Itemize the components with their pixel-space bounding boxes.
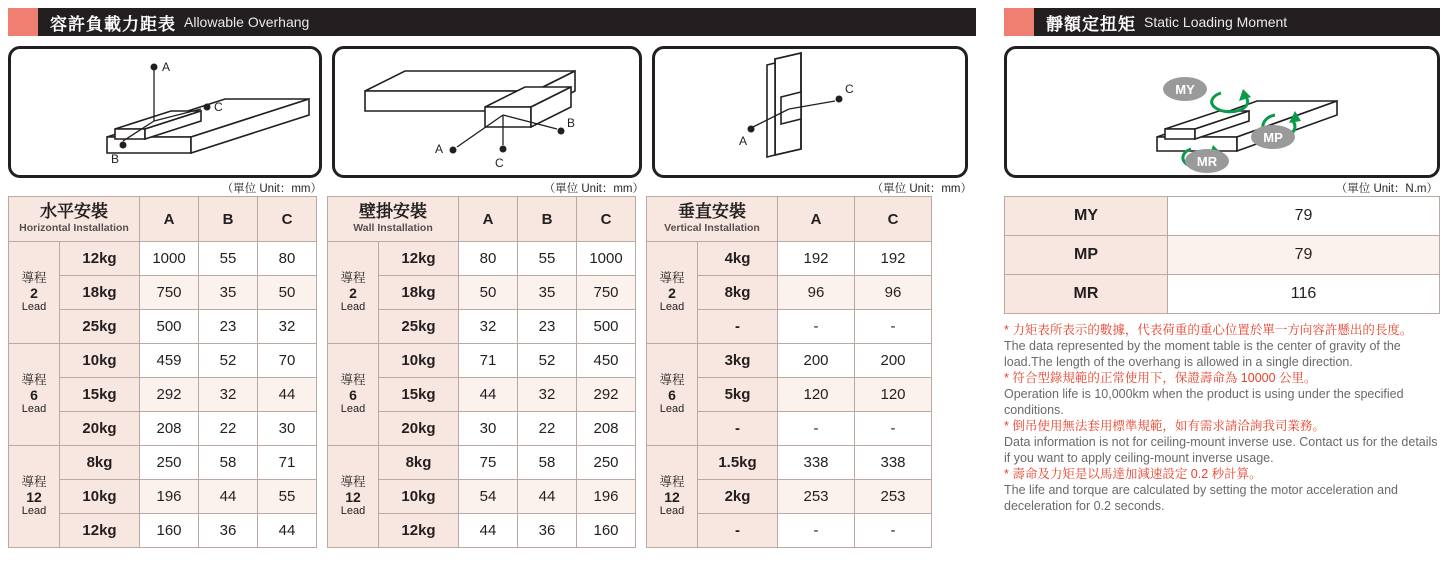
left-title-en: Allowable Overhang: [184, 14, 310, 30]
value-cell: 55: [518, 242, 577, 276]
value-cell: 192: [855, 242, 932, 276]
value-cell: 450: [577, 344, 636, 378]
accent-square: [1004, 8, 1034, 36]
load-cell: 10kg: [60, 480, 140, 514]
lead-group-6: 導程 6 Lead: [328, 344, 379, 446]
unit-label-horizontal: （單位 Unit：mm）: [221, 183, 322, 195]
moment-label: MY: [1005, 197, 1168, 236]
unit-label-wall: （單位 Unit：mm）: [543, 183, 644, 195]
right-title-cn: 靜額定扭矩: [1046, 14, 1136, 34]
value-cell: 54: [459, 480, 518, 514]
note-cn: * 壽命及力矩是以馬達加減速設定 0.2 秒計算。: [1004, 467, 1262, 481]
value-cell: 36: [199, 514, 258, 548]
value-cell: -: [778, 514, 855, 548]
note-cn: * 力矩表所表示的數據，代表荷重的重心位置於單一方向容許懸出的長度。: [1004, 323, 1413, 337]
value-cell: 200: [778, 344, 855, 378]
value-cell: 253: [855, 480, 932, 514]
moment-value: 79: [1168, 197, 1440, 236]
table-wall-installation: [327, 196, 636, 548]
value-cell: 120: [855, 378, 932, 412]
load-cell: 18kg: [379, 276, 459, 310]
load-cell: 25kg: [60, 310, 140, 344]
value-cell: 750: [577, 276, 636, 310]
table-header-cn: 水平安裝: [40, 202, 108, 222]
lead-group-12: 導程 12 Lead: [9, 446, 60, 548]
left-title-cn: 容許負載力距表: [50, 14, 176, 34]
svg-text:MY: MY: [1175, 82, 1195, 97]
load-cell: 2kg: [698, 480, 778, 514]
col-header-b: B: [199, 197, 258, 242]
table-horizontal-installation: [8, 196, 317, 548]
note-en: The life and torque are calculated by setting the motor acceleration and deceleration for 0.2 seconds.: [1004, 483, 1398, 513]
value-cell: 71: [258, 446, 317, 480]
value-cell: 22: [518, 412, 577, 446]
value-cell: 23: [199, 310, 258, 344]
svg-text:C: C: [214, 100, 223, 114]
value-cell: 35: [518, 276, 577, 310]
value-cell: 250: [140, 446, 199, 480]
table-header-cn: 壁掛安裝: [359, 202, 427, 222]
note-cn: * 倒吊使用無法套用標準規範，如有需求請洽詢我司業務。: [1004, 419, 1325, 433]
value-cell: 196: [577, 480, 636, 514]
svg-text:A: A: [162, 60, 171, 74]
value-cell: 30: [258, 412, 317, 446]
value-cell: 52: [518, 344, 577, 378]
note-en: Data information is not for ceiling-mount inverse use. Contact us for the details if you want to apply ceiling-mount inverse usage.: [1004, 435, 1438, 465]
load-cell: 10kg: [379, 480, 459, 514]
load-cell: 8kg: [379, 446, 459, 480]
value-cell: 192: [778, 242, 855, 276]
unit-label-moment: （單位 Unit：N.m）: [1335, 183, 1438, 195]
load-cell: -: [698, 514, 778, 548]
lead-group-6: 導程 6 Lead: [647, 344, 698, 446]
table-row: [647, 344, 932, 378]
value-cell: 196: [140, 480, 199, 514]
load-cell: 12kg: [379, 242, 459, 276]
table-row: [647, 446, 932, 480]
lead-group-12: 導程 12 Lead: [647, 446, 698, 548]
note-en: The data represented by the moment table is the center of gravity of the load.The length of the overhang is allowed in a single direction.: [1004, 339, 1401, 369]
value-cell: 36: [518, 514, 577, 548]
value-cell: 160: [140, 514, 199, 548]
moment-diagram: [1004, 46, 1440, 178]
table-row: [1005, 275, 1440, 314]
table-vertical-installation: [646, 196, 932, 548]
value-cell: 44: [258, 514, 317, 548]
value-cell: 208: [140, 412, 199, 446]
table-header-name-wall: [328, 197, 459, 242]
table-row: [9, 446, 317, 480]
lead-group-6: 導程 6 Lead: [9, 344, 60, 446]
lead-group-2: 導程 2 Lead: [9, 242, 60, 344]
load-cell: 12kg: [60, 514, 140, 548]
load-cell: 10kg: [379, 344, 459, 378]
lead-group-2: 導程 2 Lead: [328, 242, 379, 344]
svg-text:C: C: [495, 156, 504, 170]
value-cell: -: [855, 514, 932, 548]
col-header-a: A: [140, 197, 199, 242]
col-header-a: A: [459, 197, 518, 242]
value-cell: 50: [459, 276, 518, 310]
accent-square: [8, 8, 38, 36]
value-cell: 96: [855, 276, 932, 310]
load-cell: 20kg: [60, 412, 140, 446]
value-cell: -: [855, 310, 932, 344]
col-header-a: A: [778, 197, 855, 242]
svg-text:A: A: [739, 134, 748, 148]
col-header-c: C: [577, 197, 636, 242]
moment-value: 79: [1168, 236, 1440, 275]
value-cell: 120: [778, 378, 855, 412]
note-cn: * 符合型錄規範的正常使用下，保證壽命為 10000 公里。: [1004, 371, 1317, 385]
value-cell: 58: [518, 446, 577, 480]
value-cell: -: [778, 412, 855, 446]
svg-text:C: C: [845, 82, 854, 96]
value-cell: 55: [258, 480, 317, 514]
note-en: Operation life is 10,000km when the product is using under the specified conditions.: [1004, 387, 1404, 417]
table-header-name-vertical: [647, 197, 778, 242]
value-cell: 32: [258, 310, 317, 344]
table-row: [1005, 236, 1440, 275]
value-cell: 338: [778, 446, 855, 480]
load-cell: 12kg: [379, 514, 459, 548]
value-cell: -: [778, 310, 855, 344]
right-section-title-bar: [1034, 8, 1440, 36]
svg-text:MP: MP: [1263, 130, 1283, 145]
load-cell: 8kg: [698, 276, 778, 310]
svg-text:MR: MR: [1196, 154, 1218, 169]
value-cell: 75: [459, 446, 518, 480]
value-cell: 52: [199, 344, 258, 378]
value-cell: 23: [518, 310, 577, 344]
load-cell: 15kg: [379, 378, 459, 412]
load-cell: -: [698, 310, 778, 344]
value-cell: 22: [199, 412, 258, 446]
table-header-en: Horizontal Installation: [19, 222, 129, 235]
load-cell: 18kg: [60, 276, 140, 310]
table-row: [328, 242, 636, 276]
value-cell: 44: [258, 378, 317, 412]
left-section-title-bar: [38, 8, 976, 36]
value-cell: 71: [459, 344, 518, 378]
value-cell: 250: [577, 446, 636, 480]
value-cell: 253: [778, 480, 855, 514]
value-cell: 44: [199, 480, 258, 514]
svg-text:A: A: [435, 142, 444, 156]
load-cell: 15kg: [60, 378, 140, 412]
notes-block: [1004, 322, 1440, 514]
value-cell: 292: [140, 378, 199, 412]
value-cell: 160: [577, 514, 636, 548]
table-row: [647, 242, 932, 276]
table-header-en: Vertical Installation: [664, 222, 760, 235]
value-cell: 338: [855, 446, 932, 480]
value-cell: -: [855, 412, 932, 446]
value-cell: 30: [459, 412, 518, 446]
moment-value: 116: [1168, 275, 1440, 314]
value-cell: 70: [258, 344, 317, 378]
load-cell: 1.5kg: [698, 446, 778, 480]
value-cell: 35: [199, 276, 258, 310]
value-cell: 32: [459, 310, 518, 344]
moment-label: MP: [1005, 236, 1168, 275]
moment-label: MR: [1005, 275, 1168, 314]
table-row: [328, 446, 636, 480]
value-cell: 44: [459, 514, 518, 548]
col-header-c: C: [258, 197, 317, 242]
lead-group-12: 導程 12 Lead: [328, 446, 379, 548]
value-cell: 50: [258, 276, 317, 310]
table-header-en: Wall Installation: [353, 222, 433, 235]
load-cell: 10kg: [60, 344, 140, 378]
load-cell: 12kg: [60, 242, 140, 276]
value-cell: 80: [459, 242, 518, 276]
value-cell: 58: [199, 446, 258, 480]
value-cell: 44: [518, 480, 577, 514]
load-cell: 3kg: [698, 344, 778, 378]
col-header-c: C: [855, 197, 932, 242]
value-cell: 55: [199, 242, 258, 276]
value-cell: 1000: [140, 242, 199, 276]
table-header-cn: 垂直安裝: [678, 202, 746, 222]
value-cell: 292: [577, 378, 636, 412]
diagram-row: [8, 46, 976, 178]
col-header-b: B: [518, 197, 577, 242]
load-cell: 8kg: [60, 446, 140, 480]
load-cell: 5kg: [698, 378, 778, 412]
unit-label-vertical: （單位 Unit：mm）: [871, 183, 972, 195]
load-cell: -: [698, 412, 778, 446]
table-row: [1005, 197, 1440, 236]
right-title-en: Static Loading Moment: [1144, 14, 1288, 30]
value-cell: 32: [518, 378, 577, 412]
vertical-installation-diagram: [652, 46, 968, 178]
load-cell: 25kg: [379, 310, 459, 344]
load-cell: 4kg: [698, 242, 778, 276]
value-cell: 32: [199, 378, 258, 412]
right-section-header: [1004, 8, 1440, 36]
value-cell: 96: [778, 276, 855, 310]
allowable-overhang-section: [8, 8, 976, 548]
value-cell: 750: [140, 276, 199, 310]
value-cell: 500: [577, 310, 636, 344]
lead-group-2: 導程 2 Lead: [647, 242, 698, 344]
table-row: [9, 242, 317, 276]
value-cell: 80: [258, 242, 317, 276]
value-cell: 208: [577, 412, 636, 446]
left-section-header: [8, 8, 976, 36]
load-cell: 20kg: [379, 412, 459, 446]
value-cell: 500: [140, 310, 199, 344]
value-cell: 459: [140, 344, 199, 378]
wall-installation-diagram: [332, 46, 642, 178]
table-header-name-horizontal: [9, 197, 140, 242]
value-cell: 200: [855, 344, 932, 378]
horizontal-installation-diagram: [8, 46, 322, 178]
table-static-loading-moment: [1004, 196, 1440, 314]
svg-text:B: B: [567, 116, 576, 130]
svg-text:B: B: [111, 152, 120, 166]
value-cell: 44: [459, 378, 518, 412]
overhang-tables: [8, 196, 976, 548]
table-row: [9, 344, 317, 378]
table-row: [328, 344, 636, 378]
value-cell: 1000: [577, 242, 636, 276]
static-loading-moment-section: [1004, 8, 1440, 514]
